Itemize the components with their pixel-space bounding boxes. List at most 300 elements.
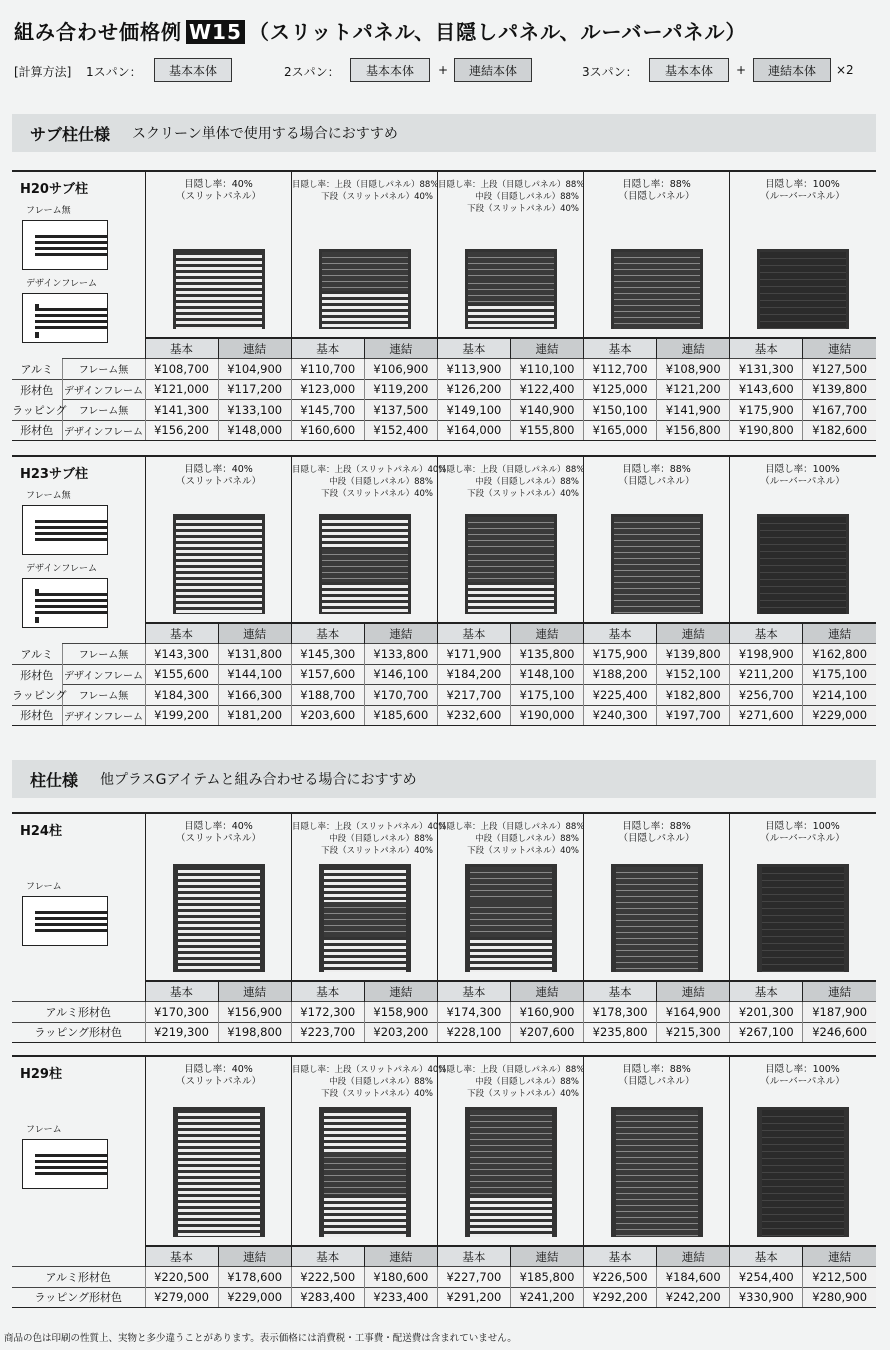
caption-line: （ルーバーパネル） [760,191,845,202]
price-cell: ¥108,700 [145,359,218,380]
price-cell: ¥291,200 [437,1287,510,1308]
price-cell: ¥279,000 [145,1287,218,1308]
price-cell: ¥178,300 [584,1002,657,1023]
title-suffix: （スリットパネル、目隠しパネル、ルーバーパネル） [248,20,747,44]
section-title: 柱仕様 [30,770,79,790]
product-label-cell [12,1057,145,1245]
panel-section [614,517,700,614]
price-cell: ¥150,100 [584,400,657,421]
caption-line: 目隠し率：上段（目隠しパネル）88% [438,822,585,832]
price-cell: ¥178,600 [218,1267,291,1288]
frame-thumbnail-icon [22,1139,108,1189]
price-cell: ¥171,900 [437,644,510,665]
frame-thumbnail-icon [22,505,108,555]
product-label-cell [12,814,145,980]
header-basic: 基本 [291,338,364,359]
price-row [12,705,876,726]
price-row [12,644,876,665]
frame-type-label: フレーム無 [62,400,145,421]
frame-type-label: フレーム無 [62,644,145,665]
price-header-row [12,338,876,359]
frame-type-label: フレーム [26,1125,62,1135]
header-link: 連結 [657,981,730,1002]
price-header-row [12,1246,876,1267]
price-cell: ¥160,900 [510,1002,583,1023]
frame-type-label: フレーム [26,882,62,892]
panel-section [614,252,700,329]
price-cell: ¥155,600 [145,664,218,685]
caption-line: （スリットパネル） [176,476,261,487]
span1-label: 1スパン： [86,65,142,79]
frame-type-label: フレーム無 [62,685,145,706]
caption-line: （スリットパネル） [176,191,261,202]
header-link: 連結 [364,1246,437,1267]
price-cell: ¥157,600 [291,664,364,685]
image-row [12,172,876,337]
plus-sign: + [736,63,747,77]
panel-caption [584,1057,729,1088]
price-cell: ¥184,600 [657,1267,730,1288]
price-cell: ¥175,900 [730,400,803,421]
frame-type-label: フレーム無 [26,491,71,501]
price-header-row [12,981,876,1002]
header-link: 連結 [657,338,730,359]
fence-panel-mek-icon [611,864,703,972]
header-link: 連結 [218,623,291,644]
price-cell: ¥148,100 [510,664,583,685]
price-cell: ¥164,000 [437,420,510,441]
price-cell: ¥203,200 [364,1022,437,1043]
price-cell: ¥246,600 [803,1022,876,1043]
price-row [12,359,876,380]
price-table [12,337,876,441]
panel-section [616,1110,698,1237]
caption-line: 下段（スリットパネル）40% [467,846,579,856]
section-header [12,114,876,152]
header-basic: 基本 [291,981,364,1002]
frame-type-label: デザインフレーム [62,379,145,400]
fence-panel-louver-icon [757,249,849,329]
header-link: 連結 [803,338,876,359]
price-header-row [12,623,876,644]
fence-panel-slit-mek-slit-icon [319,514,411,614]
frame-type-label: デザインフレーム [62,420,145,441]
price-cell: ¥233,400 [364,1287,437,1308]
panel-section [324,902,406,937]
panel-section [176,252,262,329]
price-cell: ¥190,000 [510,705,583,726]
caption-line: （目隠しパネル） [618,191,695,202]
caption-line: 中段（目隠しパネル）88% [329,834,433,844]
basic-unit-box: 基本本体 [154,58,232,82]
panel-section [324,1195,406,1237]
section-title: サブ柱仕様 [30,124,111,144]
link-unit-box: 連結本体 [454,58,532,82]
fence-panel-mek-mek-slit-icon [465,864,557,972]
price-cell: ¥166,300 [218,685,291,706]
panel-column [291,814,447,980]
frame-type-label: フレーム無 [26,206,71,216]
header-basic: 基本 [584,981,657,1002]
price-cell: ¥155,800 [510,420,583,441]
price-cell: ¥229,000 [803,705,876,726]
product-block [12,455,876,726]
price-cell: ¥180,600 [364,1267,437,1288]
price-cell: ¥228,100 [437,1022,510,1043]
fence-panel-mek-icon [611,1107,703,1237]
header-basic: 基本 [145,981,218,1002]
panel-caption [730,172,875,203]
caption-line: 目隠し率：上段（スリットパネル）40% [292,1065,447,1075]
price-cell: ¥232,600 [437,705,510,726]
header-link: 連結 [218,338,291,359]
panel-section [470,902,552,937]
header-link: 連結 [803,981,876,1002]
frame-type-label: デザインフレーム [62,664,145,685]
panel-caption [438,814,583,857]
product-label-cell [12,457,145,622]
price-cell: ¥143,600 [730,379,803,400]
caption-line: 目隠し率：40% [184,821,253,832]
product-block [12,170,876,441]
price-cell: ¥185,600 [364,705,437,726]
price-cell: ¥175,100 [510,685,583,706]
price-cell: ¥145,700 [291,400,364,421]
caption-line: 下段（スリットパネル）40% [321,489,433,499]
price-cell: ¥174,300 [437,1002,510,1023]
panel-section [324,1110,406,1152]
panel-caption [146,1057,291,1088]
caption-line: （ルーバーパネル） [760,1076,845,1087]
header-link: 連結 [803,1246,876,1267]
fence-panel-mek-slit-icon [319,249,411,329]
caption-line: 下段（スリットパネル）40% [467,1089,579,1099]
material-group-label: 形材色 [12,664,62,685]
price-cell: ¥164,900 [657,1002,730,1023]
price-cell: ¥110,700 [291,359,364,380]
header-link: 連結 [657,1246,730,1267]
panel-caption [292,457,447,500]
price-row [12,1267,876,1288]
price-cell: ¥127,500 [803,359,876,380]
panel-column [729,457,875,622]
panel-section [616,867,698,972]
panel-section [468,549,554,581]
caption-line: （目隠しパネル） [618,1076,695,1087]
panel-section [760,517,846,614]
header-basic: 基本 [145,1246,218,1267]
price-cell: ¥184,200 [437,664,510,685]
link-unit-box: 連結本体 [753,58,831,82]
price-cell: ¥283,400 [291,1287,364,1308]
material-group-label: アルミ [20,647,54,661]
times-two: ×2 [836,63,854,77]
panel-column [145,814,291,980]
header-link: 連結 [510,623,583,644]
panel-column [729,814,875,980]
price-cell: ¥292,200 [584,1287,657,1308]
header-basic: 基本 [437,338,510,359]
panel-section [470,1195,552,1237]
header-basic: 基本 [584,623,657,644]
fence-panel-slit-icon [173,514,265,614]
price-cell: ¥199,200 [145,705,218,726]
header-basic: 基本 [437,1246,510,1267]
frame-thumbnail-icon [22,578,108,628]
footer-note: 商品の色は印刷の性質上、実物と多少違うことがあります。表示価格には消費税・工事費・配送費は含まれていません。 [4,1333,517,1344]
panel-section [468,278,554,304]
panel-column [729,172,875,337]
panel-caption [292,1057,447,1100]
fence-panel-slit-mek-slit-icon [319,864,411,972]
fence-panel-slit-icon [173,1107,265,1237]
panel-column [583,172,729,337]
panel-section [178,1110,260,1237]
price-cell: ¥110,100 [510,359,583,380]
price-cell: ¥108,900 [657,359,730,380]
price-cell: ¥271,600 [730,705,803,726]
header-basic: 基本 [145,338,218,359]
frame-thumbnail-icon [22,896,108,946]
fence-panel-mek-mek-slit-icon [465,1107,557,1237]
plus-sign: + [438,63,449,77]
frame-type-label: デザインフレーム [62,705,145,726]
product-block [12,1055,876,1308]
panel-section [762,1110,844,1237]
price-cell: ¥152,100 [657,664,730,685]
price-cell: ¥254,400 [730,1267,803,1288]
header-basic: 基本 [730,981,803,1002]
header-basic: 基本 [437,981,510,1002]
image-row [12,814,876,980]
panel-column [437,814,583,980]
caption-line: 中段（目隠しパネル）88% [475,1077,579,1087]
panel-caption [584,457,729,488]
panel-section [468,252,554,278]
price-cell: ¥190,800 [730,420,803,441]
frame-thumbnail-icon [22,293,108,343]
empty-header [12,981,145,1002]
price-cell: ¥217,700 [437,685,510,706]
calc-label: [計算方法] [14,65,72,79]
frame-type-label: デザインフレーム [26,564,98,574]
price-cell: ¥170,300 [145,1002,218,1023]
caption-line: 目隠し率：上段（スリットパネル）40% [292,465,447,475]
header-basic: 基本 [145,623,218,644]
panel-section [470,937,552,972]
page-title [14,16,747,45]
caption-line: 目隠し率：88% [622,1064,691,1075]
price-cell: ¥198,900 [730,644,803,665]
panel-section [322,291,408,330]
panel-section [760,252,846,329]
fence-panel-louver-icon [757,1107,849,1237]
panel-section [322,582,408,614]
product-block [12,812,876,1043]
price-cell: ¥140,900 [510,400,583,421]
caption-line: （目隠しパネル） [618,476,695,487]
price-table [12,622,876,726]
panel-section [762,867,844,972]
caption-line: 目隠し率：88% [622,179,691,190]
header-basic: 基本 [437,623,510,644]
header-link: 連結 [364,338,437,359]
price-cell: ¥121,000 [145,379,218,400]
panel-section [178,867,260,972]
price-row [12,1287,876,1308]
material-group-label: 形材色 [12,420,62,441]
caption-line: 中段（目隠しパネル）88% [329,1077,433,1087]
panel-column [145,457,291,622]
price-cell: ¥181,200 [218,705,291,726]
header-basic: 基本 [584,1246,657,1267]
span3-label: 3スパン： [582,65,638,79]
fence-panel-slit-mek-slit-icon [319,1107,411,1237]
caption-line: 下段（スリットパネル）40% [321,1089,433,1099]
span2-label: 2スパン： [284,65,340,79]
caption-line: （目隠しパネル） [618,833,695,844]
caption-line: 目隠し率：上段（目隠しパネル）88% [438,1065,585,1075]
panel-column [437,457,583,622]
frame-type-label: フレーム無 [62,359,145,380]
caption-line: 目隠し率：40% [184,1064,253,1075]
product-name: H20サブ柱 [20,182,88,197]
caption-line: 目隠し率：100% [765,821,840,832]
price-cell: ¥241,200 [510,1287,583,1308]
basic-unit-box: 基本本体 [649,58,729,82]
price-cell: ¥158,900 [364,1002,437,1023]
panel-column [583,1057,729,1245]
price-cell: ¥182,800 [657,685,730,706]
price-cell: ¥139,800 [803,379,876,400]
panel-column [729,1057,875,1245]
section-subtitle: スクリーン単体で使用する場合におすすめ [132,126,398,142]
price-cell: ¥242,200 [657,1287,730,1308]
price-cell: ¥207,600 [510,1022,583,1043]
header-basic: 基本 [730,338,803,359]
price-cell: ¥156,200 [145,420,218,441]
material-label: ラッピング形材色 [12,1022,145,1043]
price-cell: ¥106,900 [364,359,437,380]
price-cell: ¥211,200 [730,664,803,685]
caption-line: 目隠し率：88% [622,821,691,832]
price-cell: ¥156,800 [657,420,730,441]
price-row [12,1002,876,1023]
header-link: 連結 [510,338,583,359]
price-cell: ¥188,200 [584,664,657,685]
fence-panel-slit-icon [173,249,265,329]
price-row [12,379,876,400]
caption-line: 目隠し率：88% [622,464,691,475]
price-cell: ¥121,200 [657,379,730,400]
panel-caption [584,172,729,203]
fence-panel-mek-mek-slit-icon [465,249,557,329]
price-row [12,664,876,685]
price-cell: ¥182,600 [803,420,876,441]
price-cell: ¥214,100 [803,685,876,706]
fence-panel-mek-mek-slit-icon [465,514,557,614]
price-cell: ¥225,400 [584,685,657,706]
price-cell: ¥227,700 [437,1267,510,1288]
panel-section [322,252,408,291]
product-name: H29柱 [20,1067,62,1082]
price-cell: ¥172,300 [291,1002,364,1023]
panel-caption [438,1057,583,1100]
price-cell: ¥222,500 [291,1267,364,1288]
panel-caption [146,172,291,203]
header-basic: 基本 [584,338,657,359]
header-link: 連結 [657,623,730,644]
panel-section [468,303,554,329]
material-label: ラッピング形材色 [12,1287,145,1308]
panel-column [291,1057,447,1245]
price-cell: ¥137,500 [364,400,437,421]
caption-line: 中段（目隠しパネル）88% [329,477,433,487]
panel-caption [438,457,583,500]
image-row [12,1057,876,1245]
header-link: 連結 [218,981,291,1002]
header-link: 連結 [510,981,583,1002]
price-cell: ¥126,200 [437,379,510,400]
price-cell: ¥133,800 [364,644,437,665]
caption-line: 下段（スリットパネル）40% [467,204,579,214]
panel-section [324,867,406,902]
frame-type-label: デザインフレーム [26,279,98,289]
price-cell: ¥131,300 [730,359,803,380]
caption-line: （ルーバーパネル） [760,833,845,844]
header-link: 連結 [510,1246,583,1267]
panel-section [324,937,406,972]
panel-caption [438,172,583,215]
caption-line: 目隠し率：40% [184,464,253,475]
price-row [12,420,876,441]
panel-caption [146,457,291,488]
caption-line: 下段（スリットパネル）40% [321,846,433,856]
price-cell: ¥198,800 [218,1022,291,1043]
price-cell: ¥141,300 [145,400,218,421]
price-cell: ¥197,700 [657,705,730,726]
panel-column [145,1057,291,1245]
price-cell: ¥184,300 [145,685,218,706]
price-cell: ¥160,600 [291,420,364,441]
price-cell: ¥220,500 [145,1267,218,1288]
price-cell: ¥148,000 [218,420,291,441]
price-cell: ¥135,800 [510,644,583,665]
price-cell: ¥145,300 [291,644,364,665]
panel-caption [292,172,437,203]
caption-line: （ルーバーパネル） [760,476,845,487]
panel-caption [730,1057,875,1088]
price-cell: ¥143,300 [145,644,218,665]
fence-panel-slit-icon [173,864,265,972]
panel-section [322,517,408,549]
panel-section [322,549,408,581]
panel-column [437,172,583,337]
material-group-label: ラッピング [12,403,67,417]
caption-line: （スリットパネル） [176,1076,261,1087]
price-cell: ¥280,900 [803,1287,876,1308]
caption-line: 目隠し率：100% [765,464,840,475]
header-link: 連結 [803,623,876,644]
panel-caption [584,814,729,845]
caption-line: 目隠し率：100% [765,179,840,190]
material-group-label: 形材色 [12,705,62,726]
product-name: H23サブ柱 [20,467,88,482]
price-cell: ¥149,100 [437,400,510,421]
price-cell: ¥104,900 [218,359,291,380]
panel-caption [146,814,291,845]
fence-panel-louver-icon [757,864,849,972]
